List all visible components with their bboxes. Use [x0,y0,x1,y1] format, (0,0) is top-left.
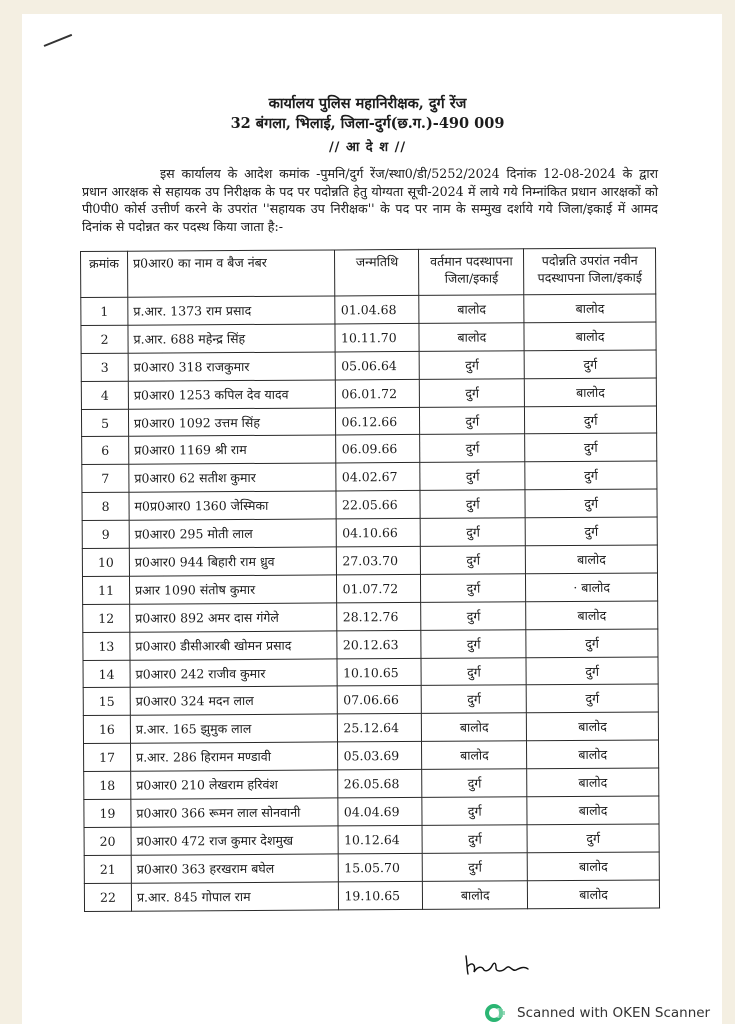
table-row [84,852,659,883]
table-row [84,768,659,799]
cell-new-posting: बालोद [527,852,659,881]
cell-dob: 04.02.67 [336,463,420,491]
table-row [82,461,657,492]
cell-dob: 10.12.64 [338,825,422,853]
office-address: 32 बंगला, भिलाई, जिला-दुर्ग(छ.ग.)-490 009 [230,115,505,132]
cell-new-posting: दुर्ग [525,406,657,435]
cell-serial: 6 [82,437,129,465]
cell-new-posting: दुर्ग [526,657,658,686]
scanner-watermark [485,1003,710,1023]
order-heading: // आ दे श // [328,140,407,155]
cell-new-posting: बालोद [525,378,657,407]
cell-serial: 10 [82,548,129,576]
cell-serial: 14 [83,660,130,688]
promotion-table [80,247,660,911]
cell-serial: 15 [83,688,130,716]
office-title: कार्यालय पुलिस महानिरीक्षक, दुर्ग रेंज [268,95,467,112]
cell-current-posting: दुर्ग [422,797,527,826]
header-new-posting: पदोन्नति उपरांत नवीन पदस्थापना जिला/इकाई [524,248,656,295]
cell-new-posting: बालोद [524,294,656,323]
cell-serial: 19 [84,799,131,827]
cell-serial: 4 [81,381,128,409]
cell-new-posting: दुर्ग [525,489,657,518]
cell-current-posting: दुर्ग [421,602,526,631]
cell-dob: 04.10.66 [337,519,421,547]
cell-name: प्र0आर0 472 राज कुमार देशमुख [131,826,339,855]
cell-dob: 01.04.68 [335,295,419,323]
cell-current-posting: दुर्ग [420,351,525,380]
table-header-row [81,248,656,298]
cell-current-posting: दुर्ग [421,574,526,603]
cell-serial: 1 [81,297,128,325]
cell-serial: 12 [83,604,130,632]
cell-dob: 04.04.69 [338,797,422,825]
cell-name: प्र0आर0 210 लेखराम हरिवंश [131,770,339,799]
table-row [81,350,656,381]
table-row [83,684,658,715]
cell-name: प्र0आर0 892 अमर दास गंगेले [130,603,338,632]
cell-dob: 05.03.69 [338,742,422,770]
cell-new-posting: दुर्ग [526,684,658,713]
cell-dob: 26.05.68 [338,770,422,798]
cell-name: प्र0आर0 डीसीआरबी खोमन प्रसाद [130,631,338,660]
table-row [84,880,659,911]
cell-dob: 05.06.64 [336,351,420,379]
cell-current-posting: बालोद [419,323,524,352]
cell-name: प्र0आर0 324 मदन लाल [130,686,338,715]
table-row [83,629,658,660]
cell-new-posting: बालोद [527,768,659,797]
header-dob: जन्मतिथि [335,249,419,296]
cell-serial: 2 [81,325,128,353]
cell-current-posting: बालोद [422,741,527,770]
cell-dob: 25.12.64 [338,714,422,742]
table-row [81,406,656,437]
cell-current-posting: बालोद [422,713,527,742]
cell-serial: 16 [83,716,130,744]
cell-serial: 5 [81,409,128,437]
cell-serial: 8 [82,492,129,520]
cell-name: प्र0आर0 62 सतीश कुमार [129,463,337,492]
cell-current-posting: बालोद [419,295,524,324]
cell-name: प्र0आर0 1092 उत्तम सिंह [128,408,336,437]
table-row [82,545,657,576]
cell-serial: 9 [82,520,129,548]
cell-serial: 17 [84,743,131,771]
cell-new-posting: दुर्ग [525,433,657,462]
cell-new-posting: बालोद [527,740,659,769]
cell-new-posting: दुर्ग [527,824,659,853]
table-row [81,378,656,409]
cell-name: प्र.आर. 845 गोपाल राम [131,882,339,911]
cell-serial: 11 [82,576,129,604]
cell-serial: 22 [84,883,131,911]
cell-current-posting: दुर्ग [420,378,525,407]
table-row [84,740,659,771]
cell-current-posting: दुर्ग [420,406,525,435]
cell-dob: 07.06.66 [338,686,422,714]
cell-dob: 06.09.66 [336,435,420,463]
cell-current-posting: दुर्ग [421,518,526,547]
cell-dob: 20.12.63 [337,630,421,658]
cell-serial: 21 [84,855,131,883]
header-name: प्र0आर0 का नाम व बैज नंबर [127,250,335,297]
cell-serial: 18 [84,771,131,799]
cell-new-posting: दुर्ग [525,517,657,546]
cell-new-posting: बालोद [527,796,659,825]
cell-serial: 7 [82,465,129,493]
oken-scanner-logo-icon [485,1003,505,1023]
table-row [81,294,656,325]
cell-dob: 10.10.65 [337,658,421,686]
cell-dob: 19.10.65 [339,881,423,909]
table-row [81,322,656,353]
cell-serial: 20 [84,827,131,855]
cell-name: प्र0आर0 363 हरखराम बघेल [131,854,339,883]
table-row [82,573,657,604]
cell-current-posting: दुर्ग [423,853,528,882]
cell-new-posting: दुर्ग [524,350,656,379]
cell-dob: 22.05.66 [336,491,420,519]
cell-new-posting: · बालोद [526,573,658,602]
cell-dob: 06.12.66 [336,407,420,435]
cell-current-posting: दुर्ग [421,546,526,575]
table-row [82,517,657,548]
cell-dob: 27.03.70 [337,546,421,574]
cell-new-posting: बालोद [527,712,659,741]
scanner-watermark-text: Scanned with OKEN Scanner [517,1005,711,1021]
cell-dob: 15.05.70 [339,853,423,881]
cell-current-posting: दुर्ग [421,629,526,658]
header-serial: क्रमांक [81,251,128,297]
cell-current-posting: बालोद [423,880,528,909]
cell-current-posting: दुर्ग [420,434,525,463]
cell-new-posting: बालोद [524,322,656,351]
cell-name: म0प्र0आर0 1360 जेस्मिका [129,491,337,520]
cell-name: प्र0आर0 295 मोती लाल [129,519,337,548]
table-row [84,796,659,827]
header-current-posting: वर्तमान पदस्थापना जिला/इकाई [419,249,524,296]
table-row [84,824,659,855]
cell-name: प्र0आर0 242 राजीव कुमार [130,659,338,688]
order-body-text: इस कार्यालय के आदेश कमांक -पुमनि/दुर्ग रेंज/स्था0/डी/5252/2024 दिनांक 12-08-2024 के द्वारा प्रधान आरक्षक से सहायक उप निरीक्षक के पद पर पदोन्नति हेतु योग्यता सूची-2024 में लाये गये निम्नांकित प्रधान आरक्षकों को पी0पी0 कोर्स उत्तीर्ण करने के उपरांत ''सहायक उप निरीक्षक'' के पद पर नाम के सम्मुख दर्शाये गये जिला/इकाई में आमद दिनांक से पदोन्नत कर पदस्थ किया जाता है:- [82,166,658,234]
cell-current-posting: दुर्ग [421,657,526,686]
cell-dob: 01.07.72 [337,574,421,602]
cell-name: प्र.आर. 165 झुमुक लाल [130,714,338,743]
cell-dob: 06.01.72 [336,379,420,407]
cell-current-posting: दुर्ग [422,769,527,798]
table-row [83,601,658,632]
cell-name: प्र.आर. 1373 राम प्रसाद [128,296,336,325]
cell-new-posting: बालोद [528,880,660,909]
cell-name: प्र0आर0 1169 श्री राम [129,435,337,464]
table-row [83,712,658,743]
table-row [82,433,657,464]
cell-name: प्रआर 1090 संतोष कुमार [129,575,337,604]
cell-name: प्र.आर. 688 महेन्द्र सिंह [128,324,336,353]
cell-name: प्र0आर0 1253 कपिल देव यादव [128,380,336,409]
cell-current-posting: दुर्ग [420,490,525,519]
cell-new-posting: दुर्ग [525,461,657,490]
cell-new-posting: बालोद [526,545,658,574]
cell-name: प्र0आर0 318 राजकुमार [128,352,336,381]
signature [462,952,552,978]
cell-name: प्र0आर0 944 बिहारी राम ध्रुव [129,547,337,576]
table-row [82,489,657,520]
table-body [81,294,660,911]
cell-dob: 10.11.70 [335,323,419,351]
cell-current-posting: दुर्ग [422,685,527,714]
table-row [83,657,658,688]
cell-name: प्र.आर. 286 हिरामन मण्डावी [130,742,338,771]
cell-new-posting: दुर्ग [526,629,658,658]
cell-current-posting: दुर्ग [420,462,525,491]
cell-dob: 28.12.76 [337,602,421,630]
cell-new-posting: बालोद [526,601,658,630]
cell-current-posting: दुर्ग [422,825,527,854]
cell-serial: 3 [81,353,128,381]
cell-name: प्र0आर0 366 रूमन लाल सोनवानी [131,798,339,827]
cell-serial: 13 [83,632,130,660]
